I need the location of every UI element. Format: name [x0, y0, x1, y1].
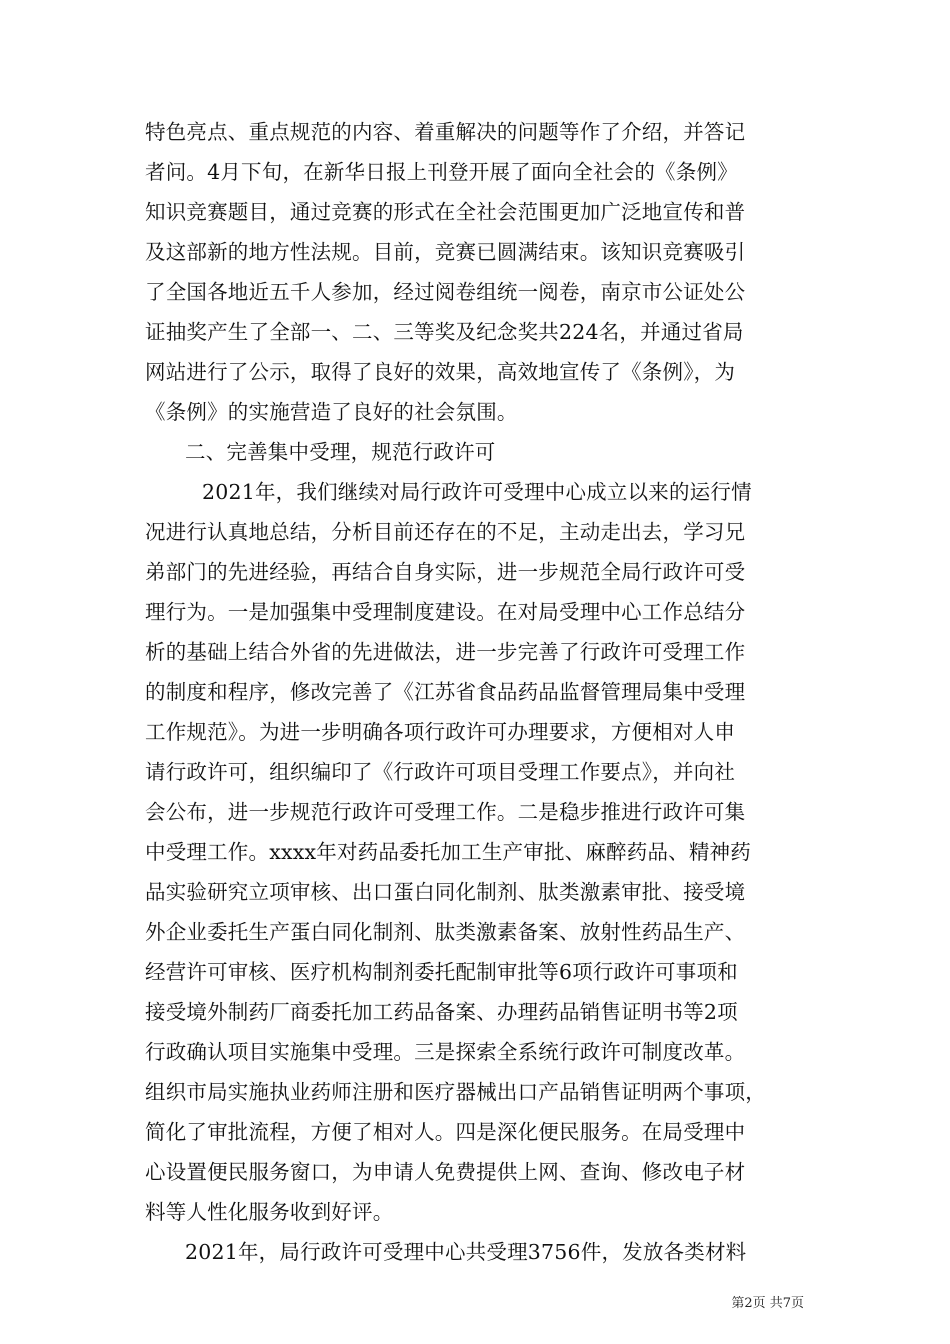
- body-text-line: 行政确认项目实施集中受理。三是探索全系统行政许可制度改革。: [145, 1040, 746, 1064]
- page-number: 第2页 共7页: [731, 1296, 804, 1311]
- body-text-line: 中受理工作。xxxx年对药品委托加工生产审批、麻醉药品、精神药: [145, 840, 751, 864]
- body-text-line: 特色亮点、重点规范的内容、着重解决的问题等作了介绍，并答记: [145, 120, 746, 144]
- body-text-line: 经营许可审核、医疗机构制剂委托配制审批等6项行政许可事项和: [145, 960, 738, 984]
- body-text-line: 了全国各地近五千人参加，经过阅卷组统一阅卷，南京市公证处公: [145, 280, 746, 304]
- body-text-line: 及这部新的地方性法规。目前，竞赛已圆满结束。该知识竞赛吸引: [145, 240, 746, 264]
- body-text-line: 会公布，进一步规范行政许可受理工作。二是稳步推进行政许可集: [145, 800, 746, 824]
- body-text-line: 证抽奖产生了全部一、二、三等奖及纪念奖共224名，并通过省局: [145, 320, 744, 344]
- body-text-line: 心设置便民服务窗口，为申请人免费提供上网、查询、修改电子材: [145, 1160, 746, 1184]
- body-text-line: 弟部门的先进经验，再结合自身实际，进一步规范全局行政许可受: [145, 560, 746, 584]
- body-text-line: 外企业委托生产蛋白同化制剂、肽类激素备案、放射性药品生产、: [145, 920, 746, 944]
- body-text-line: 品实验研究立项审核、出口蛋白同化制剂、肽类激素审批、接受境: [145, 880, 746, 904]
- body-text-line: 2021年，我们继续对局行政许可受理中心成立以来的运行情: [202, 480, 752, 504]
- body-text-line: 理行为。一是加强集中受理制度建设。在对局受理中心工作总结分: [145, 600, 746, 624]
- body-text-line: 的制度和程序，修改完善了《江苏省食品药品监督管理局集中受理: [145, 680, 746, 704]
- body-text-line: 《条例》的实施营造了良好的社会氛围。: [145, 400, 518, 424]
- body-text-line: 料等人性化服务收到好评。: [145, 1200, 394, 1224]
- section-heading: 二、完善集中受理，规范行政许可: [185, 440, 496, 464]
- body-text-line: 况进行认真地总结，分析目前还存在的不足，主动走出去，学习兄: [145, 520, 746, 544]
- body-text-line: 2021年，局行政许可受理中心共受理3756件，发放各类材料: [185, 1240, 747, 1264]
- body-text-line: 析的基础上结合外省的先进做法，进一步完善了行政许可受理工作: [145, 640, 746, 664]
- body-text-line: 知识竞赛题目，通过竞赛的形式在全社会范围更加广泛地宣传和普: [145, 200, 746, 224]
- body-text-line: 组织市局实施执业药师注册和医疗器械出口产品销售证明两个事项，: [145, 1080, 766, 1104]
- body-text-line: 请行政许可，组织编印了《行政许可项目受理工作要点》，并向社: [145, 760, 736, 784]
- body-text-line: 简化了审批流程，方便了相对人。四是深化便民服务。在局受理中: [145, 1120, 746, 1144]
- body-text-line: 者问。4月下旬，在新华日报上刊登开展了面向全社会的《条例》: [145, 160, 738, 184]
- body-text-line: 工作规范》。为进一步明确各项行政许可办理要求，方便相对人申: [145, 720, 736, 744]
- body-text-line: 接受境外制药厂商委托加工药品备案、办理药品销售证明书等2项: [145, 1000, 738, 1024]
- body-text-line: 网站进行了公示，取得了良好的效果，高效地宣传了《条例》，为: [145, 360, 736, 384]
